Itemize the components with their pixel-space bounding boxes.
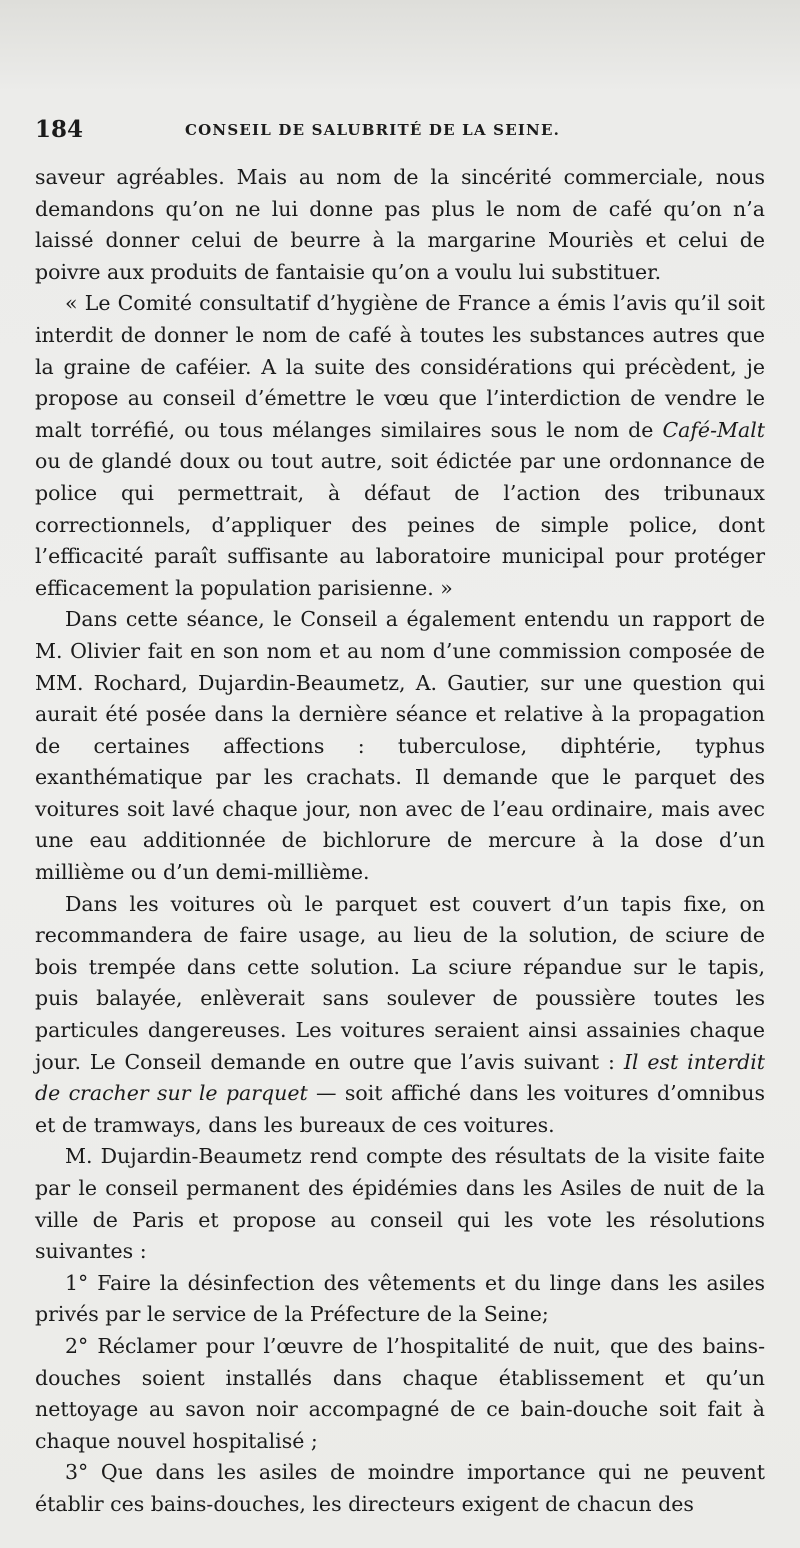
text-run: — soit affiché dans les voitures d’omnibus et de tramways, dans les bureaux de ces voitures. bbox=[35, 1081, 765, 1137]
running-title: CONSEIL DE SALUBRITÉ DE LA SEINE. bbox=[185, 121, 561, 139]
paragraph bbox=[35, 162, 765, 288]
text-run: M. Dujardin-Beaumetz rend compte des résultats de la visite faite par le conseil permanent des épidémies dans les Asiles de nuit de la ville de Paris et propose au conseil qui les vote les résolutions suivantes : bbox=[35, 1144, 765, 1264]
page-number: 184 bbox=[35, 116, 84, 143]
text-run: saveur agréables. Mais au nom de la sincérité commerciale, nous demandons qu’on ne lui donne pas plus le nom de café qu’on n’a laissé donner celui de beurre à la margarine Mouriès et celui de poivre aux produits de fantaisie qu’on a voulu lui substituer. bbox=[35, 165, 765, 284]
paragraph bbox=[35, 1268, 765, 1331]
paragraph bbox=[35, 1141, 765, 1267]
paragraph bbox=[35, 1331, 765, 1457]
paragraph bbox=[35, 1457, 765, 1520]
text-run: « Le Comité consultatif d’hygiène de France a émis l’avis qu’il soit interdit de donner le nom de café à toutes les substances autres que la graine de caféier. A la suite des considérations qui précèdent, je propose au conseil d’émettre le vœu que l’interdiction de vendre le malt torréfié, ou tous mélanges similaires sous le nom de bbox=[35, 291, 765, 442]
text-run: Dans les voitures où le parquet est couvert d’un tapis fixe, on recommandera de faire usage, au lieu de la solution, de sciure de bois trempée dans cette solution. La sciure répandue sur le tapis, puis balayée, enlèverait sans soulever de poussière toutes les particules dangereuses. Les voitures seraient ainsi assainies chaque jour. Le Conseil demande en outre que l’avis suivant : bbox=[35, 891, 765, 1074]
italic-text: Café-Malt bbox=[662, 417, 765, 442]
text-run: 1° Faire la désinfection des vêtements et du linge dans les asiles privés par le service de la Préfecture de la Seine; bbox=[35, 1270, 765, 1327]
paragraph bbox=[35, 889, 765, 1142]
text-run: ou de glandé doux ou tout autre, soit édictée par une ordonnance de police qui permettrait, à défaut de l’action des tribunaux correctionnels, d’appliquer des peines de simple police, dont l’efficacité paraît suffisante au laboratoire municipal pour protéger efficacement la population parisienne. » bbox=[35, 449, 765, 600]
text-run: 2° Réclamer pour l’œuvre de l’hospitalité de nuit, que des bains-douches soient installés dans chaque établissement et qu’un nettoyage au savon noir accompagné de ce bain-douche soit fait à chaque nouvel hospitalisé ; bbox=[35, 1333, 765, 1453]
text-run: Dans cette séance, le Conseil a également entendu un rapport de M. Olivier fait en son nom et au nom d’une commission composée de MM. Rochard, Dujardin-Beaumetz, A. Gautier, sur une question qui aurait été posée dans la dernière séance et relative à la propagation de certaines affections : tuberculose, diphtérie, typhus exanthématique par les crachats. Il demande que le parquet des voitures soit lavé chaque jour, non avec de l’eau ordinaire, mais avec une eau additionnée de bichlorure de mercure à la dose d’un millième ou d’un demi-millième. bbox=[35, 607, 765, 885]
body-text bbox=[35, 162, 765, 1521]
italic-text: Il est interdit de cracher sur le parquet bbox=[35, 1049, 765, 1106]
paragraph bbox=[35, 604, 765, 888]
paragraph bbox=[35, 288, 765, 604]
running-head bbox=[35, 115, 755, 145]
text-run: 3° Que dans les asiles de moindre importance qui ne peuvent établir ces bains-douches, les directeurs exigent de chacun des bbox=[35, 1460, 765, 1516]
